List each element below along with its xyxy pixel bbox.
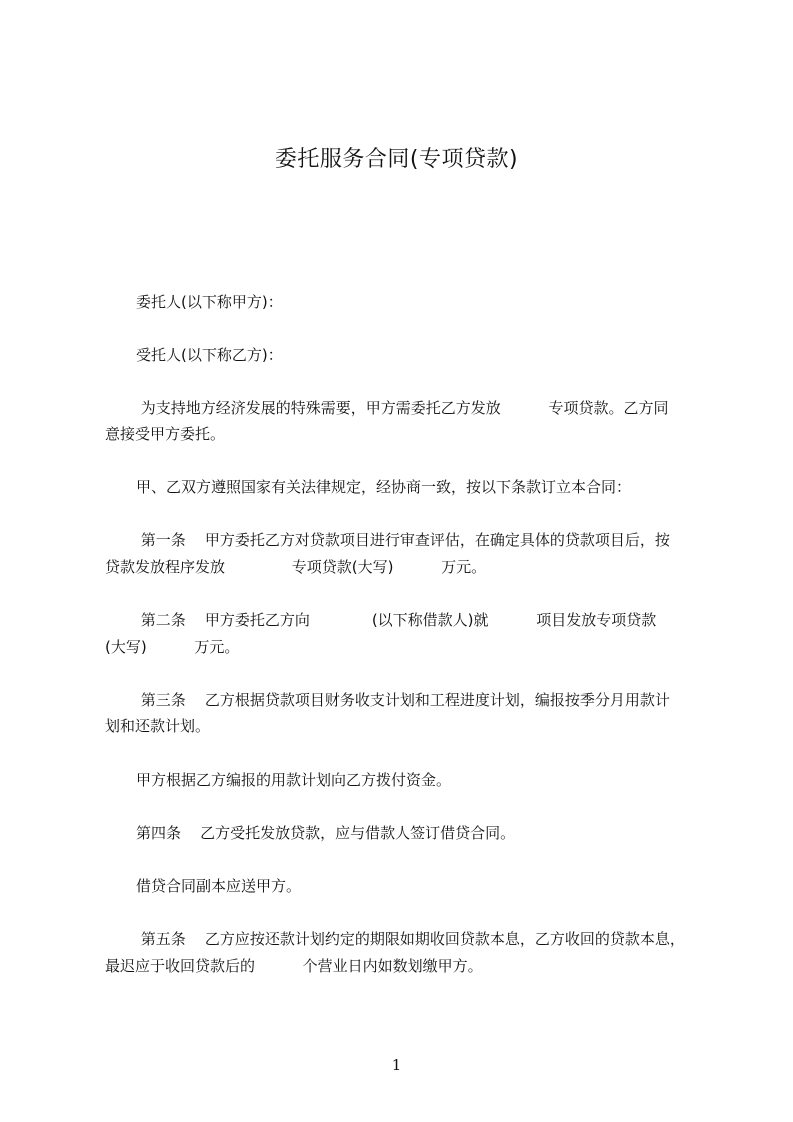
article-3-line-2: 划和还款计划。 <box>105 717 211 735</box>
article-2-line-2: (大写) 万元。 <box>105 638 240 656</box>
article-3-line-1: 第三条 乙方根据贷款项目财务收支计划和工程进度计划，编报按季分月用款计 <box>136 691 670 709</box>
article-1-line-2: 贷款发放程序发放 专项贷款(大写) 万元。 <box>105 558 487 576</box>
article-4-line-1: 第四条 乙方受托发放贷款，应与借款人签订借贷合同。 <box>136 824 516 842</box>
paragraph-contract-copy: 借贷合同副本应送甲方。 <box>136 877 302 895</box>
paragraph-trustee: 受托人(以下称乙方)： <box>136 346 283 364</box>
paragraph-agreement: 甲、乙双方遵照国家有关法律规定，经协商一致，按以下条款订立本合同： <box>136 478 632 496</box>
paragraph-purpose-line-2: 意接受甲方委托。 <box>105 425 226 443</box>
article-1-line-1: 第一条 甲方委托乙方对贷款项目进行审查评估，在确定具体的贷款项目后，按 <box>136 531 670 549</box>
article-5-line-2: 最迟应于收回贷款后的 个营业日内如数划缴甲方。 <box>105 957 483 975</box>
article-5-line-1: 第五条 乙方应按还款计划约定的期限如期收回贷款本息，乙方收回的贷款本息， <box>136 930 685 948</box>
article-2-line-1: 第二条 甲方委托乙方向 (以下称借款人)就 项目发放专项贷款 <box>136 611 657 629</box>
paragraph-fund-transfer: 甲方根据乙方编报的用款计划向乙方拨付资金。 <box>136 771 452 789</box>
document-title: 委托服务合同(专项贷款) <box>274 147 519 172</box>
paragraph-principal: 委托人(以下称甲方)： <box>136 293 283 311</box>
paragraph-purpose-line-1: 为支持地方经济发展的特殊需要，甲方需委托乙方发放 专项贷款。乙方同 <box>136 399 669 417</box>
page-number: 1 <box>391 1056 402 1074</box>
